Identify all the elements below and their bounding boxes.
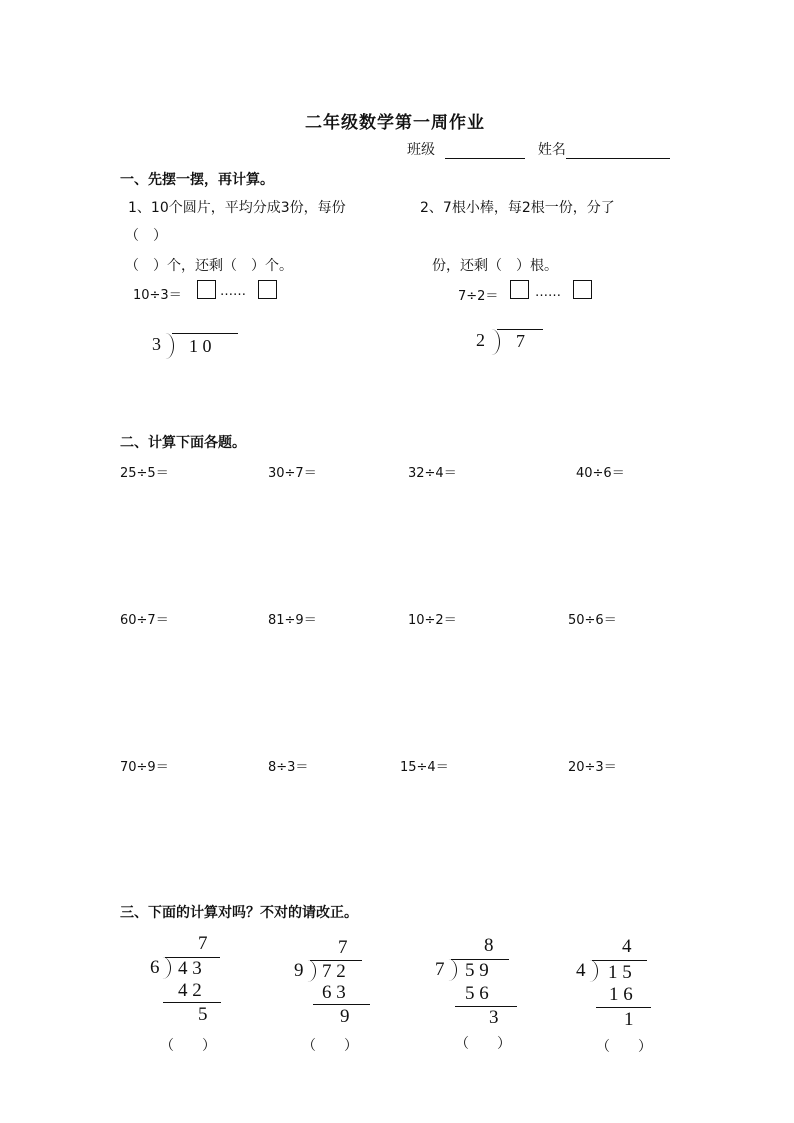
s3-product: 4 2	[178, 980, 202, 1001]
q1-ld-divisor: 3	[152, 334, 161, 354]
s2-problem: 70÷9＝	[120, 760, 169, 775]
s2-problem: 20÷3＝	[568, 760, 617, 775]
s3-divisor: 9	[294, 960, 304, 981]
s2-problem: 8÷3＝	[268, 760, 309, 775]
q2-equation: 7÷2＝	[458, 289, 499, 304]
s3-bracket	[443, 959, 457, 981]
s3-line	[596, 1007, 651, 1008]
s3-line	[455, 1006, 517, 1007]
q2-line1: 2、7根小棒，每2根一份，分了	[420, 200, 615, 216]
s3-remainder: 5	[198, 1004, 208, 1025]
s3-product: 6 3	[322, 982, 346, 1003]
s3-quotient: 8	[484, 935, 494, 956]
name-blank[interactable]	[566, 144, 670, 159]
q1-dots: ……	[220, 284, 246, 299]
q1-quotient-box[interactable]	[197, 280, 216, 299]
q2-remainder-box[interactable]	[573, 280, 592, 299]
s3-divisor: 7	[435, 959, 445, 980]
s3-quotient: 4	[622, 936, 632, 957]
s2-problem: 81÷9＝	[268, 613, 317, 628]
s3-line	[163, 1002, 221, 1003]
s3-bracket	[157, 957, 171, 979]
s3-line	[313, 1004, 370, 1005]
class-label: 班级	[407, 142, 435, 158]
q1-line1: 1、10个圆片，平均分成3份，每份	[128, 200, 346, 216]
s3-dividend: 7 2	[322, 961, 346, 982]
s3-divisor: 4	[576, 960, 586, 981]
q1-equation: 10÷3＝	[133, 288, 182, 303]
name-label: 姓名	[537, 142, 566, 158]
s3-quotient: 7	[338, 937, 348, 958]
s3-answer-paren[interactable]: （ ）	[455, 1036, 511, 1052]
s3-bracket	[302, 960, 316, 982]
s2-problem: 25÷5＝	[120, 466, 169, 481]
s3-bar	[592, 960, 647, 961]
q1-line2: （ ）	[125, 228, 167, 244]
q2-line3: 份，还剩（ ）根。	[432, 258, 558, 274]
page-title: 二年级数学第一周作业	[305, 113, 485, 133]
s2-problem: 60÷7＝	[120, 613, 169, 628]
s3-dividend: 1 5	[608, 962, 632, 983]
s3-remainder: 9	[340, 1006, 350, 1027]
s3-product: 5 6	[465, 983, 489, 1004]
q2-dots: ……	[535, 285, 561, 300]
s3-answer-paren[interactable]: （ ）	[596, 1039, 652, 1055]
s3-product: 1 6	[609, 984, 633, 1005]
section1-heading: 一、先摆一摆，再计算。	[120, 172, 274, 188]
section2-heading: 二、计算下面各题。	[120, 435, 246, 451]
s2-problem: 15÷4＝	[400, 760, 449, 775]
s3-answer-paren[interactable]: （ ）	[160, 1038, 216, 1054]
q2-ld-divisor: 2	[476, 330, 485, 350]
q2-ld-bracket	[486, 329, 500, 355]
s2-problem: 32÷4＝	[408, 466, 457, 481]
s3-divisor: 6	[150, 957, 160, 978]
q1-ld-dividend: 1 0	[189, 336, 212, 356]
class-field[interactable]	[407, 139, 670, 159]
q2-ld-bar	[497, 329, 543, 330]
s3-dividend: 4 3	[178, 958, 202, 979]
s3-remainder: 1	[624, 1009, 634, 1030]
s2-problem: 10÷2＝	[408, 613, 457, 628]
section3-heading: 三、下面的计算对吗？不对的请改正。	[120, 905, 358, 921]
s3-answer-paren[interactable]: （ ）	[302, 1038, 358, 1054]
q1-ld-bracket	[160, 333, 174, 359]
q1-remainder-box[interactable]	[258, 280, 277, 299]
q2-ld-dividend: 7	[516, 331, 525, 351]
q1-line3: （ ）个，还剩（ ）个。	[125, 258, 293, 274]
s3-bracket	[584, 960, 598, 982]
s2-problem: 50÷6＝	[568, 613, 617, 628]
q2-quotient-box[interactable]	[510, 280, 529, 299]
s2-problem: 30÷7＝	[268, 466, 317, 481]
s3-remainder: 3	[489, 1007, 499, 1028]
s2-problem: 40÷6＝	[576, 466, 625, 481]
s3-dividend: 5 9	[465, 960, 489, 981]
q1-ld-bar	[172, 333, 238, 334]
s3-quotient: 7	[198, 933, 208, 954]
class-blank[interactable]	[445, 144, 525, 159]
